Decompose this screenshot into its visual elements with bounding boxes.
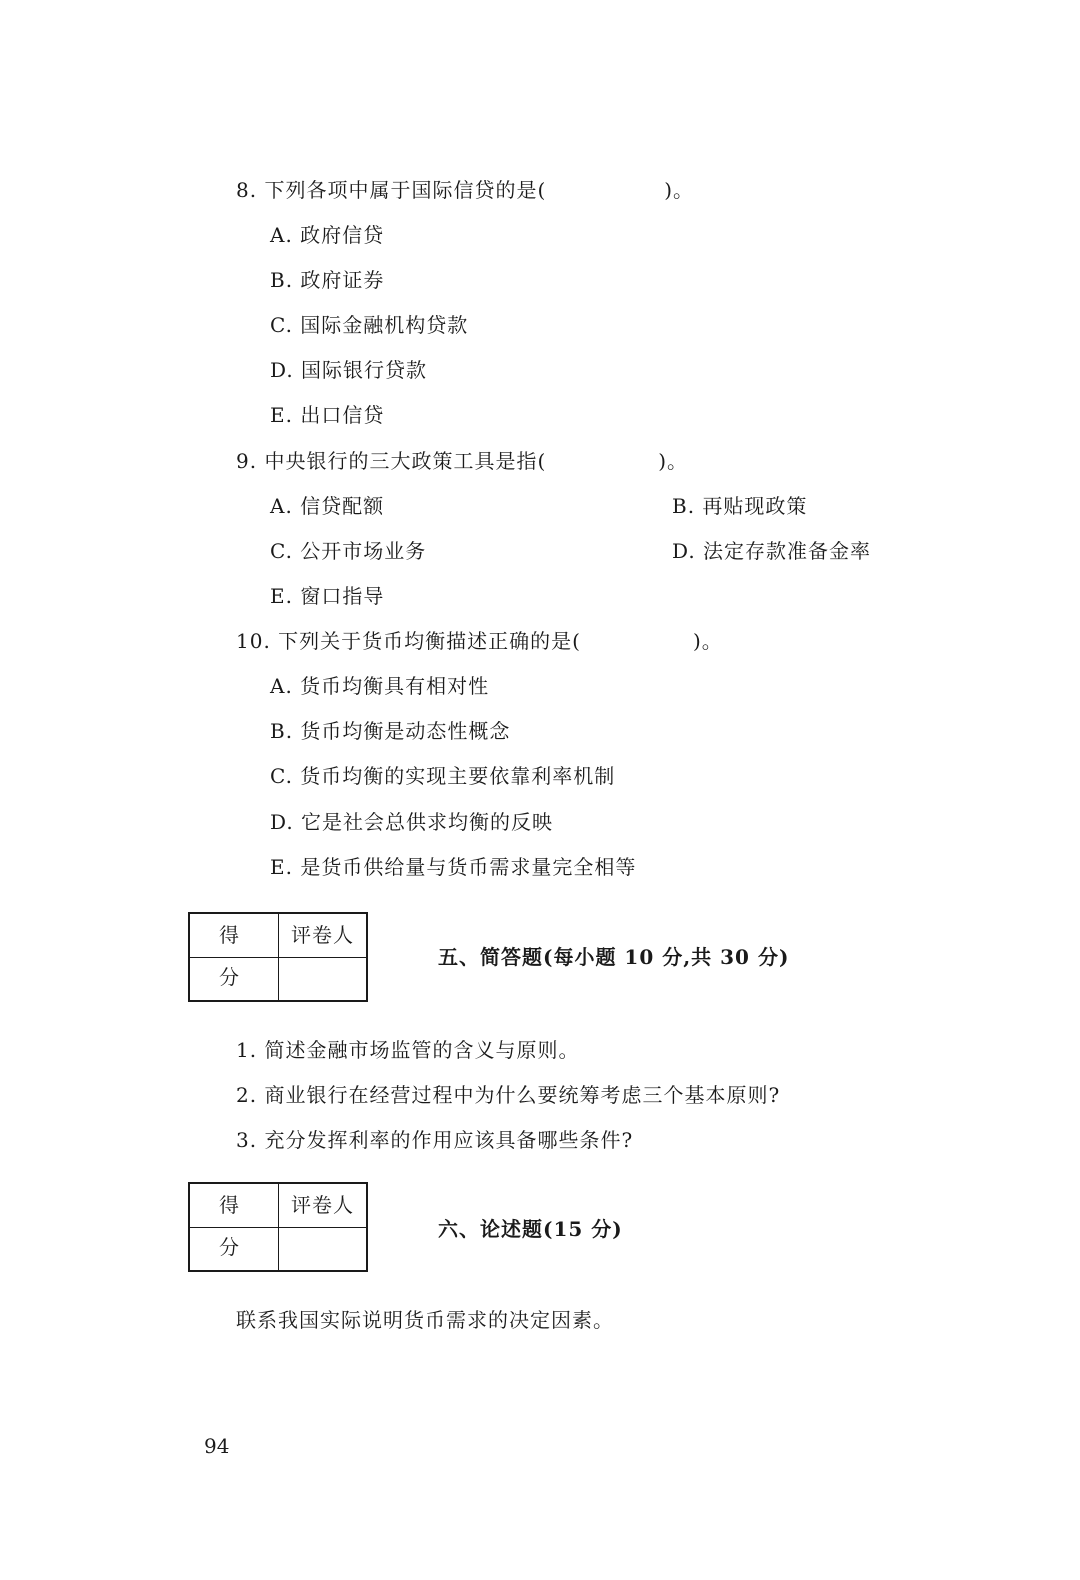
question-stem: 8. 下列各项中属于国际信贷的是( [236,178,547,202]
option-e: E. 是货币供给量与货币需求量完全相等 [270,855,637,879]
score-table [188,1182,368,1272]
question-9 [236,447,688,475]
answer-paren-close: )。 [664,178,695,202]
question-stem: 9. 中央银行的三大政策工具是指( [236,449,547,473]
option-b: B. 再贴现政策 [672,494,808,518]
short-answer-question: 2. 商业银行在经营过程中为什么要统筹考虑三个基本原则? [236,1083,781,1107]
option-a: A. 信贷配额 [270,494,385,518]
short-answer-question: 1. 简述金融市场监管的含义与原则。 [236,1038,580,1062]
option-b: B. 政府证券 [270,268,385,292]
option-c: C. 国际金融机构贷款 [270,313,469,337]
option-d: D. 它是社会总供求均衡的反映 [270,810,554,834]
short-answer-question: 3. 充分发挥利率的作用应该具备哪些条件? [236,1128,634,1152]
question-8 [236,176,694,204]
option-e: E. 出口信贷 [270,403,385,427]
option-e: E. 窗口指导 [270,584,385,608]
score-table [188,912,368,1002]
option-a: A. 货币均衡具有相对性 [270,674,490,698]
option-c: C. 公开市场业务 [270,539,427,563]
option-d: D. 国际银行贷款 [270,358,428,382]
page-number: 94 [204,1434,230,1458]
score-cell[interactable] [190,958,279,1000]
answer-paren-close: )。 [658,449,689,473]
option-a: A. 政府信贷 [270,223,385,247]
grader-header: 评卷人 [279,1184,366,1228]
score-header: 得 分 [190,914,279,958]
grader-cell[interactable] [279,958,366,1000]
section-title: 五、简答题(每小题 10 分,共 30 分) [438,945,790,969]
grader-header: 评卷人 [279,914,366,958]
answer-paren-close: )。 [692,629,723,653]
grader-cell[interactable] [279,1228,366,1270]
option-d: D. 法定存款准备金率 [672,539,872,563]
option-b: B. 货币均衡是动态性概念 [270,719,511,743]
score-cell[interactable] [190,1228,279,1270]
option-c: C. 货币均衡的实现主要依靠利率机制 [270,764,616,788]
score-header: 得 分 [190,1184,279,1228]
section-title: 六、论述题(15 分) [438,1217,623,1241]
essay-question: 联系我国实际说明货币需求的决定因素。 [236,1308,614,1332]
question-stem: 10. 下列关于货币均衡描述正确的是( [236,629,581,653]
question-10 [236,627,723,655]
